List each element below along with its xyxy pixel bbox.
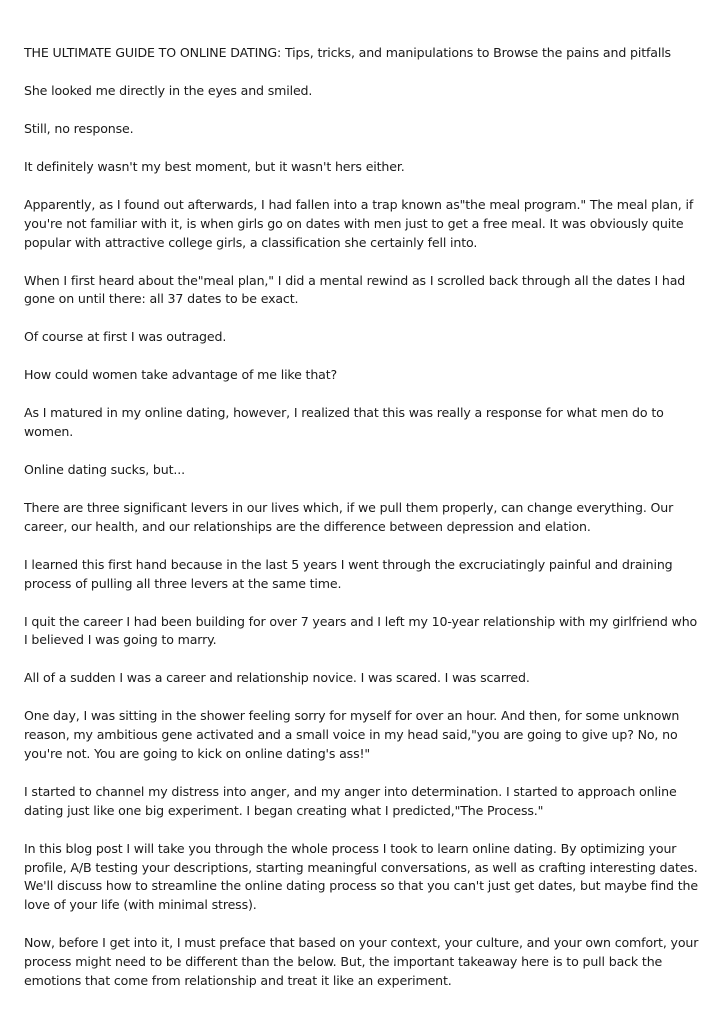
paragraph: I quit the career I had been building for over 7 years and I left my 10-year relationship with my girlfriend who I believed I was going to marry. (24, 613, 698, 648)
paragraph: In this blog post I will take you through the whole process I took to learn online dating. By optimizing your profile, A/B testing your descriptions, starting meaningful conversations, as well as crafting interesting dates. We'll discuss how to streamline the online dating process so that you can't just get dates, but maybe find the love of your life (with minimal stress). (24, 840, 698, 913)
paragraph: All of a sudden I was a career and relationship novice. I was scared. I was scarred. (24, 670, 530, 686)
document-body (24, 44, 700, 1010)
paragraph: When I first heard about the"meal plan," I did a mental rewind as I scrolled back through all the dates I had gone on until there: all 37 dates to be exact. (24, 272, 686, 307)
paragraph: How could women take advantage of me like that? (24, 367, 338, 383)
paragraph: It definitely wasn't my best moment, but it wasn't hers either. (24, 158, 405, 174)
paragraph: She looked me directly in the eyes and smiled. (24, 82, 313, 98)
paragraph: Now, before I get into it, I must preface that based on your context, your culture, and your own comfort, your process might need to be different than the below. But, the important takeaway here is to pull back the emotions that come from relationship and treat it like an experiment. (24, 935, 699, 988)
document-title: THE ULTIMATE GUIDE TO ONLINE DATING: Tips, tricks, and manipulations to Browse the pains and pitfalls (24, 45, 671, 60)
paragraph: Of course at first I was outraged. (24, 329, 227, 345)
paragraph: I learned this first hand because in the last 5 years I went through the excruciatingly painful and draining process of pulling all three levers at the same time. (24, 556, 673, 591)
paragraph: One day, I was sitting in the shower feeling sorry for myself for over an hour. And then, for some unknown reason, my ambitious gene activated and a small voice in my head said,"you are going to give up? No, no you're not. You are going to kick on online dating's ass!" (24, 708, 680, 761)
paragraph: Still, no response. (24, 120, 134, 136)
paragraph: I started to channel my distress into anger, and my anger into determination. I started to approach online dating just like one big experiment. I began creating what I predicted,"The Process." (24, 783, 677, 818)
paragraph: Online dating sucks, but... (24, 462, 185, 478)
paragraph: There are three significant levers in our lives which, if we pull them properly, can change everything. Our career, our health, and our relationships are the difference between depression and elation. (24, 500, 674, 534)
paragraph: Apparently, as I found out afterwards, I had fallen into a trap known as"the meal program." The meal plan, if you're not familiar with it, is when girls go on dates with men just to get a free meal. It was obviously quite popular with attractive college girls, a classification she certainly fell into. (24, 196, 694, 250)
paragraph: As I matured in my online dating, however, I realized that this was really a response for what men do to women. (24, 405, 664, 440)
